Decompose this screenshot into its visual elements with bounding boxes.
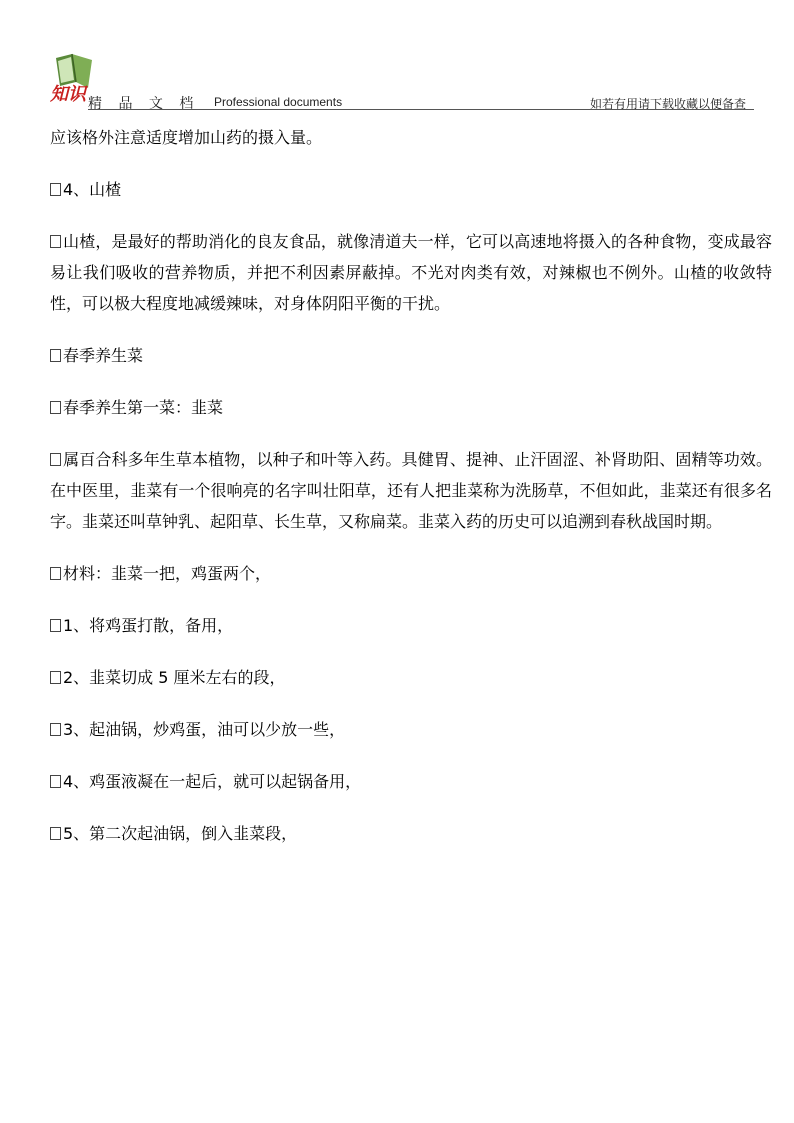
page-header (48, 52, 754, 110)
missing-glyph-box-icon (50, 775, 61, 788)
ingredients-line: 材料：韭菜一把，鸡蛋两个， (50, 558, 772, 589)
step-2: 2、韭菜切成 5 厘米左右的段， (50, 662, 772, 693)
step-5: 5、第二次起油锅，倒入韭菜段， (50, 818, 772, 849)
heading-chives: 春季养生第一菜：韭菜 (50, 392, 772, 423)
heading-hawthorn: 4、山楂 (50, 174, 772, 205)
missing-glyph-box-icon (50, 235, 61, 248)
missing-glyph-box-icon (50, 567, 61, 580)
header-divider (88, 109, 754, 110)
missing-glyph-box-icon (50, 349, 61, 362)
svg-text:知识: 知识 (50, 84, 86, 104)
step-3: 3、起油锅，炒鸡蛋，油可以少放一些， (50, 714, 772, 745)
document-body (50, 122, 772, 870)
missing-glyph-box-icon (50, 619, 61, 632)
missing-glyph-box-icon (50, 671, 61, 684)
paragraph-hawthorn: 山楂，是最好的帮助消化的良友食品，就像清道夫一样，它可以高速地将摄入的各种食物，变成最容易让我们吸收的营养物质，并把不利因素屏蔽掉。不光对肉类有效，对辣椒也不例外。山楂的收敛特性，可以极大程度地减缓辣味，对身体阴阳平衡的干扰。 (50, 232, 772, 313)
heading-spring-dishes: 春季养生菜 (50, 340, 772, 371)
header-download-note: 如若有用请下载收藏以便备查 (589, 97, 746, 111)
paragraph-chives: 属百合科多年生草本植物，以种子和叶等入药。具健胃、提神、止汗固涩、补肾助阳、固精等功效。在中医里，韭菜有一个很响亮的名字叫壮阳草，还有人把韭菜称为洗肠草，不但如此，韭菜还有很多名字。韭菜还叫草钟乳、起阳草、长生草，又称扁菜。韭菜入药的历史可以追溯到春秋战国时期。 (50, 450, 772, 531)
header-title: 精 品 文 档 (88, 96, 200, 112)
step-1: 1、将鸡蛋打散，备用， (50, 610, 772, 641)
step-4: 4、鸡蛋液凝在一起后，就可以起锅备用， (50, 766, 772, 797)
missing-glyph-box-icon (50, 723, 61, 736)
missing-glyph-box-icon (50, 827, 61, 840)
paragraph-yam-note: 应该格外注意适度增加山药的摄入量。 (50, 128, 323, 147)
missing-glyph-box-icon (50, 401, 61, 414)
missing-glyph-box-icon (50, 453, 61, 466)
header-subtitle: Professional documents (214, 95, 343, 109)
missing-glyph-box-icon (50, 183, 61, 196)
